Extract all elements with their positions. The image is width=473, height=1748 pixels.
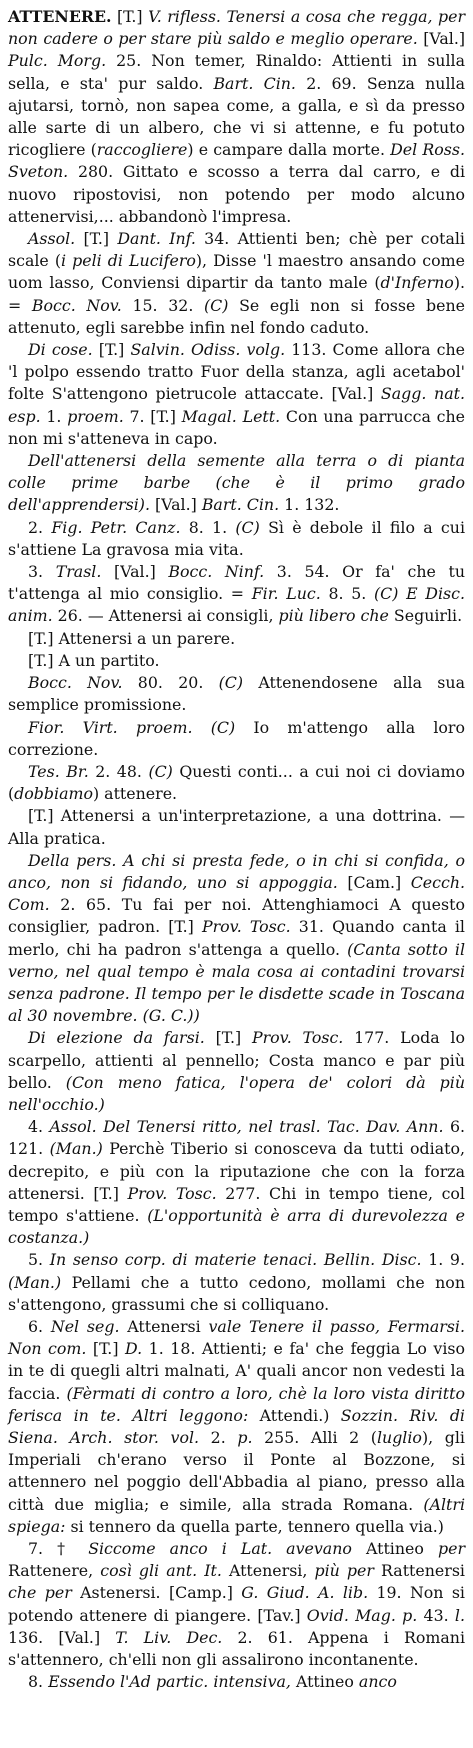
italic-run: Bocc. Nov. <box>31 295 122 315</box>
text-run: Perchè Tiberio si conosceva da tutti odiato, decrepito, e più con la riputazione che con la forza attenersi. [T.] <box>8 1139 465 1203</box>
italic-run: Bocc. Ninf. <box>168 562 265 582</box>
italic-run: (Con meno fatica, l'opera de' colori dà più nell'occhio.) <box>8 1072 465 1114</box>
text-run: 8. 1. <box>180 517 236 537</box>
italic-run: (C) <box>204 295 229 315</box>
italic-run: Di elezione da farsi. <box>28 1028 205 1048</box>
entry-sense-paragraph <box>8 650 465 672</box>
entry-sense-paragraph <box>8 1538 465 1671</box>
italic-run: Bocc. Nov. <box>28 673 123 693</box>
italic-run: (C) E Disc. anim. <box>8 584 465 626</box>
italic-run: In senso corp. di materie tenaci. Bellin. Disc. <box>49 1250 422 1270</box>
text-run: [T.] A un partito. <box>28 650 160 670</box>
entry-sense-paragraph <box>8 1316 465 1538</box>
text-run: 277. Chi in tempo tiene, col tempo s'attiene. <box>8 1183 465 1225</box>
text-run: [T.] <box>111 7 149 26</box>
italic-run: Prov. Tosc. <box>251 1028 344 1048</box>
text-run: 136. [Val.] <box>8 1627 116 1647</box>
italic-run: Sagg. nat. esp. <box>8 384 465 426</box>
italic-run: G. Giud. A. lib. <box>241 1583 369 1603</box>
italic-run: Del Ross. Sveton. <box>8 140 465 182</box>
italic-run: Magal. Lett. <box>181 406 281 426</box>
italic-run: vale Tenere il passo, Fermarsi. Non com. <box>8 1316 465 1359</box>
text-run: 2. 69. Senza nulla ajutarsi, tornò, non sapea come, a galla, e sì da presso alle sarte di un albero, che vi si attenne, e fu potuto ricogliere ( <box>8 73 465 160</box>
italic-run: Bart. Cin. <box>213 73 296 93</box>
italic-run: Assol. Del Tenersi ritto, nel trasl. Tac. Dav. Ann. <box>49 1117 444 1137</box>
italic-run: Della pers. A chi si presta fede, o in chi si confida, o anco, non si fidando, uno si appoggia. <box>8 850 465 892</box>
text-run: Attenersi, <box>221 1561 315 1581</box>
text-run: 80. 20. <box>122 673 219 693</box>
entry-sense-paragraph <box>8 1027 465 1116</box>
text-run: 2. 65. Tu fai per noi. Attenghiamoci A questo consiglier, padron. [T.] <box>8 895 465 937</box>
italic-run: Ovid. Mag. p. <box>306 1605 418 1625</box>
text-run: Pellami che a tutto cedono, mollami che non s'attengono, grassumi che si colliquano. <box>8 1272 465 1314</box>
text-run: 2. 61. Appena i Romani s'attennero, ch'elli non gli assalirono incontanente. <box>8 1627 465 1670</box>
text-run: 7. [T.] <box>123 406 182 426</box>
italic-run: luglio <box>376 1428 422 1447</box>
italic-run: Salvin. Odiss. volg. <box>130 340 286 360</box>
text-run: 2. <box>199 1428 238 1447</box>
italic-run: più per <box>314 1561 374 1581</box>
text-run: 31. Quando canta il merlo, chi ha padron s'attenga a quello. <box>8 917 465 959</box>
italic-run: proem. <box>67 406 124 426</box>
text-run: [T.] <box>204 1028 252 1048</box>
italic-run: d'Inferno <box>380 273 454 293</box>
dictionary-entry <box>8 6 465 1693</box>
text-run <box>192 718 210 737</box>
italic-run: Assol. <box>28 229 76 249</box>
text-run: ) attenere. <box>92 784 178 804</box>
text-run: [T.] <box>92 340 131 360</box>
text-run: Astenersi. [Camp.] <box>71 1583 242 1603</box>
italic-run: più libero che <box>278 606 389 626</box>
italic-run: Tes. Br. <box>28 761 89 781</box>
text-run: 255. Alli 2 ( <box>252 1428 377 1447</box>
text-run: Rattenersi <box>373 1561 465 1581</box>
text-run: [Cam.] <box>337 872 411 892</box>
italic-run: Pulc. Morg. <box>8 51 107 71</box>
text-run: Io m'attengo alla loro correzione. <box>8 717 465 759</box>
italic-run: anco <box>358 1672 397 1692</box>
italic-run: Essendo l'Ad partic. intensiva, <box>48 1672 291 1692</box>
text-run: [Val.] <box>101 562 169 582</box>
italic-run: Fior. Virt. proem. <box>28 717 193 737</box>
entry-sense-paragraph <box>8 850 465 1028</box>
text-run: ) e campare dalla morte. <box>187 140 391 160</box>
italic-run: (Man.) <box>49 1139 103 1159</box>
italic-run: che per <box>8 1583 72 1603</box>
entry-sense-paragraph <box>8 561 465 628</box>
italic-run: Cecch. Com. <box>8 872 466 915</box>
italic-run: l. <box>454 1605 465 1625</box>
italic-run: V. rifless. Tenersi a cosa che regga, per non cadere o per stare più saldo e meglio operare. <box>8 7 465 49</box>
italic-run: p. <box>237 1428 253 1447</box>
text-run: 4. <box>28 1117 50 1137</box>
italic-run: Prov. Tosc. <box>127 1183 217 1203</box>
text-run: ), Disse 'l maestro ansando come uom lasso, Conviensi dipartir da tanto male ( <box>8 251 465 293</box>
entry-sense-paragraph <box>8 805 465 849</box>
text-run: 8. <box>28 1672 49 1692</box>
italic-run: Bart. Cin. <box>201 495 280 515</box>
entry-sense-paragraph <box>8 517 465 561</box>
text-run: 113. Come allora che 'l polpo essendo tratto Fuor della stanza, agli acetabol' folte S'attengono pietrucole attaccate. [Val.] <box>8 340 466 404</box>
text-run: 1. 132. <box>279 495 340 515</box>
italic-run: per <box>437 1539 465 1559</box>
text-run: 43. <box>417 1605 455 1625</box>
text-run: 6. 121. <box>8 1117 466 1159</box>
text-run: 7. † <box>28 1539 89 1559</box>
text-run: Attendi.) <box>248 1405 341 1425</box>
text-run: Attineo <box>351 1539 438 1559</box>
text-run: 1. <box>40 406 68 426</box>
text-run: Se egli non si fosse bene attenuto, egli sarebbe infin nel fondo caduto. <box>8 295 465 337</box>
headword: ATTENERE. <box>8 7 112 26</box>
text-run: [T.] Attenersi a un parere. <box>28 628 236 648</box>
italic-run: raccogliere <box>96 140 188 160</box>
text-run: 6. <box>28 1316 51 1336</box>
text-run: ). = <box>8 273 465 315</box>
italic-run: (Man.) <box>8 1272 62 1292</box>
italic-run: (C) <box>218 673 244 693</box>
text-run: 3. 54. Or fa' che tu t'attenga al mio consiglio. = <box>8 562 466 604</box>
italic-run: (Canta sotto il verno, nel qual tempo è mala cosa ai contadini trovarsi senza padrone. Il tempo per le disdette scade in Toscana al 30 novembre. (G. C.)) <box>8 939 465 1026</box>
text-run: 1. 18. Attienti; e fa' che feggia Lo viso in te di quegli altri malnati, A' quali ancor non vedesti la faccia. <box>8 1339 465 1403</box>
italic-run: Dant. Inf. <box>117 229 196 249</box>
text-run: 2. 48. <box>88 761 149 781</box>
italic-run: Fir. Luc. <box>251 584 321 604</box>
text-run: 280. Gittato e scosso a terra dal carro, e di nuovo ripostovisi, non potendo per modo alcuno attenervisi,... abbandonò l'impresa. <box>8 162 465 226</box>
entry-sense-paragraph <box>8 1249 465 1316</box>
italic-run: T. Liv. Dec. <box>115 1627 223 1647</box>
entry-sense-paragraph <box>8 1671 465 1693</box>
italic-run: Fig. Petr. Canz. <box>51 517 181 537</box>
text-run: ), gli Imperiali ch'erano verso il Ponte al Bozzone, si attennero nel poggio dell'Abbadia al piano, presso alla città due miglia; e simile, alla strada Romana. <box>8 1428 465 1514</box>
entry-sense-paragraph <box>8 628 465 650</box>
text-run: 2. <box>28 517 52 537</box>
italic-run: (L'opportunità è arra di durevolezza e costanza.) <box>8 1205 465 1248</box>
text-run: Sì è debole il filo a cui s'attiene La gravosa mia vita. <box>8 517 465 559</box>
text-run: 1. 9. <box>421 1250 466 1270</box>
text-run: Con una parrucca che non mi s'atteneva in capo. <box>8 406 465 448</box>
italic-run: Prov. Tosc. <box>201 917 291 937</box>
text-run: 177. Loda lo scarpello, attienti al pennello; Costa manco e par più bello. <box>8 1028 465 1092</box>
italic-run: Siccome anco i Lat. avevano <box>88 1539 352 1559</box>
text-run: 15. 32. <box>121 295 204 315</box>
text-run: Seguirli. <box>388 606 463 626</box>
text-run: si tennero da quella parte, tennero quella via.) <box>65 1516 444 1536</box>
text-run: 34. Attienti ben; chè per cotali scale ( <box>8 229 465 271</box>
entry-sense-paragraph <box>8 761 465 805</box>
entry-lead-paragraph <box>8 6 465 228</box>
text-run: Questi conti... a cui noi ci doviamo ( <box>8 761 465 804</box>
text-run: [T.] <box>75 229 118 249</box>
text-run: 3. <box>28 562 56 582</box>
italic-run: (C) <box>235 517 260 537</box>
entry-sense-paragraph <box>8 672 465 716</box>
text-run: 26. — Attenersi ai consigli, <box>52 606 279 626</box>
text-run: Attenersi <box>119 1316 209 1336</box>
italic-run: dobbiamo <box>14 784 93 804</box>
italic-run: (Fèrmati di contro a loro, chè la loro vista diritto ferisca in te. Altri leggono: <box>8 1383 465 1425</box>
italic-run: D. <box>125 1339 143 1359</box>
text-run: [T.] <box>86 1339 126 1359</box>
entry-sense-paragraph <box>8 339 465 450</box>
italic-run: Di cose. <box>28 340 93 360</box>
italic-run: (C) <box>148 761 173 781</box>
italic-run: Dell'attenersi della semente alla terra o di pianta colle prime barbe (che è il primo grado dell'apprendersi). <box>8 451 465 515</box>
text-run: [T.] Attenersi a un'interpretazione, a una dottrina. — Alla pratica. <box>8 806 465 848</box>
entry-sense-paragraph <box>8 717 465 761</box>
text-run: 19. Non si potendo attenere di piangere. [Tav.] <box>8 1583 465 1625</box>
italic-run: così gli ant. It. <box>100 1561 222 1581</box>
text-run: [Val.] <box>417 29 466 49</box>
text-run: 5. <box>28 1250 50 1270</box>
entry-sense-paragraph <box>8 450 465 517</box>
text-run: Attenendosene alla sua semplice promissione. <box>8 673 465 715</box>
italic-run: Trasl. <box>55 562 102 582</box>
italic-run: Nel seg. <box>50 1316 120 1336</box>
italic-run: (Altri spiega: <box>8 1494 465 1536</box>
entry-sense-paragraph <box>8 1116 465 1249</box>
entry-sense-paragraph <box>8 228 465 339</box>
italic-run: i peli di Lucifero <box>61 251 196 271</box>
italic-run: Sozzin. Riv. di Siena. Arch. stor. vol. <box>8 1405 465 1447</box>
text-run: Attineo <box>290 1672 359 1692</box>
text-run: [Val.] <box>149 495 202 515</box>
text-run: 8. 5. <box>320 584 374 604</box>
text-run: 25. Non temer, Rinaldo: Attienti in sulla sella, e sta' pur saldo. <box>8 51 465 93</box>
text-run: Rattenere, <box>8 1561 101 1581</box>
italic-run: (C) <box>210 717 236 737</box>
